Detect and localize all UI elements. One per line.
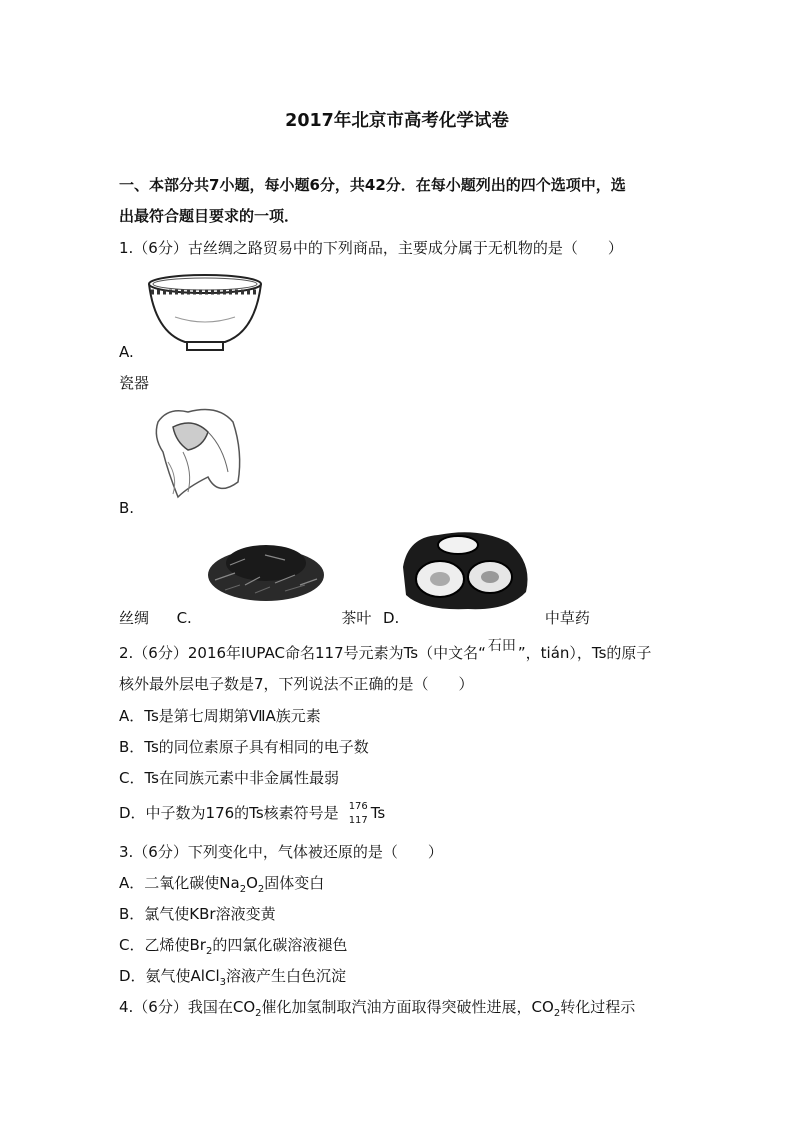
q1-option-c-label: C. xyxy=(176,609,192,627)
q3-stem: 3.（6分）下列变化中，气体被还原的是（ ） xyxy=(119,843,443,861)
q1-option-b-label: B. xyxy=(119,499,135,517)
q2-option-a: A．Ts是第七周期第ⅦA族元素 xyxy=(119,707,321,725)
q1-option-b-text: 丝绸 xyxy=(119,609,150,627)
q3-option-c: C．乙烯使$Br_2$的四氯化碳溶液褪色 xyxy=(119,936,348,957)
q3-option-a: A．二氧化碳使$Na_2O_2$固体变白 xyxy=(119,874,325,895)
q3-option-d: D．氨气使AlCl$_3$溶液产生白色沉淀 xyxy=(119,967,347,988)
q2-option-d: D．中子数为176的Ts核素符号是 176 117 Ts xyxy=(119,800,386,826)
q4-stem: 4.（6分）我国在$CO_2$催化加氢制取汽油方面取得突破性进展，$CO_2$转化过程示 xyxy=(119,998,636,1019)
q1-option-a-label: A. xyxy=(119,343,134,361)
q2-option-c: C．Ts在同族元素中非金属性最弱 xyxy=(119,769,339,787)
section-heading-line1: 一、本部分共7小题，每小题6分，共42分．在每小题列出的四个选项中，选 xyxy=(119,176,626,194)
herbal-medicine-image xyxy=(398,527,534,613)
porcelain-bowl-image xyxy=(145,272,265,354)
q2-stem: 2.（6分）2016年IUPAC命名117号元素为Ts（中文名“ 石田 ”，tián），Ts的原子 xyxy=(119,638,652,662)
q1-option-c-text: 茶叶 xyxy=(341,609,372,627)
q1-option-d-text: 中草药 xyxy=(544,609,590,627)
page-title: 2017年北京市高考化学试卷 xyxy=(285,111,509,131)
q1-option-d-label: D. xyxy=(382,609,400,627)
q1-stem: 1.（6分）古丝绸之路贸易中的下列商品，主要成分属于无机物的是（ ） xyxy=(119,239,623,257)
q2-stem-line2: 核外最外层电子数是7，下列说法不正确的是（ ） xyxy=(119,675,474,693)
q2-option-b: B．Ts的同位素原子具有相同的电子数 xyxy=(119,738,369,756)
q1-option-a-text: 瓷器 xyxy=(119,374,150,392)
q3-option-b: B．氯气使KBr溶液变黄 xyxy=(119,905,276,923)
q1-options-row xyxy=(119,608,590,628)
section-heading-line2: 出最符合题目要求的一项． xyxy=(119,207,300,225)
nuclide-notation: 176 117 xyxy=(348,800,368,826)
tea-leaves-image xyxy=(205,535,327,605)
tian-character: 石田 xyxy=(487,638,516,654)
silk-cloth-image xyxy=(148,402,248,502)
